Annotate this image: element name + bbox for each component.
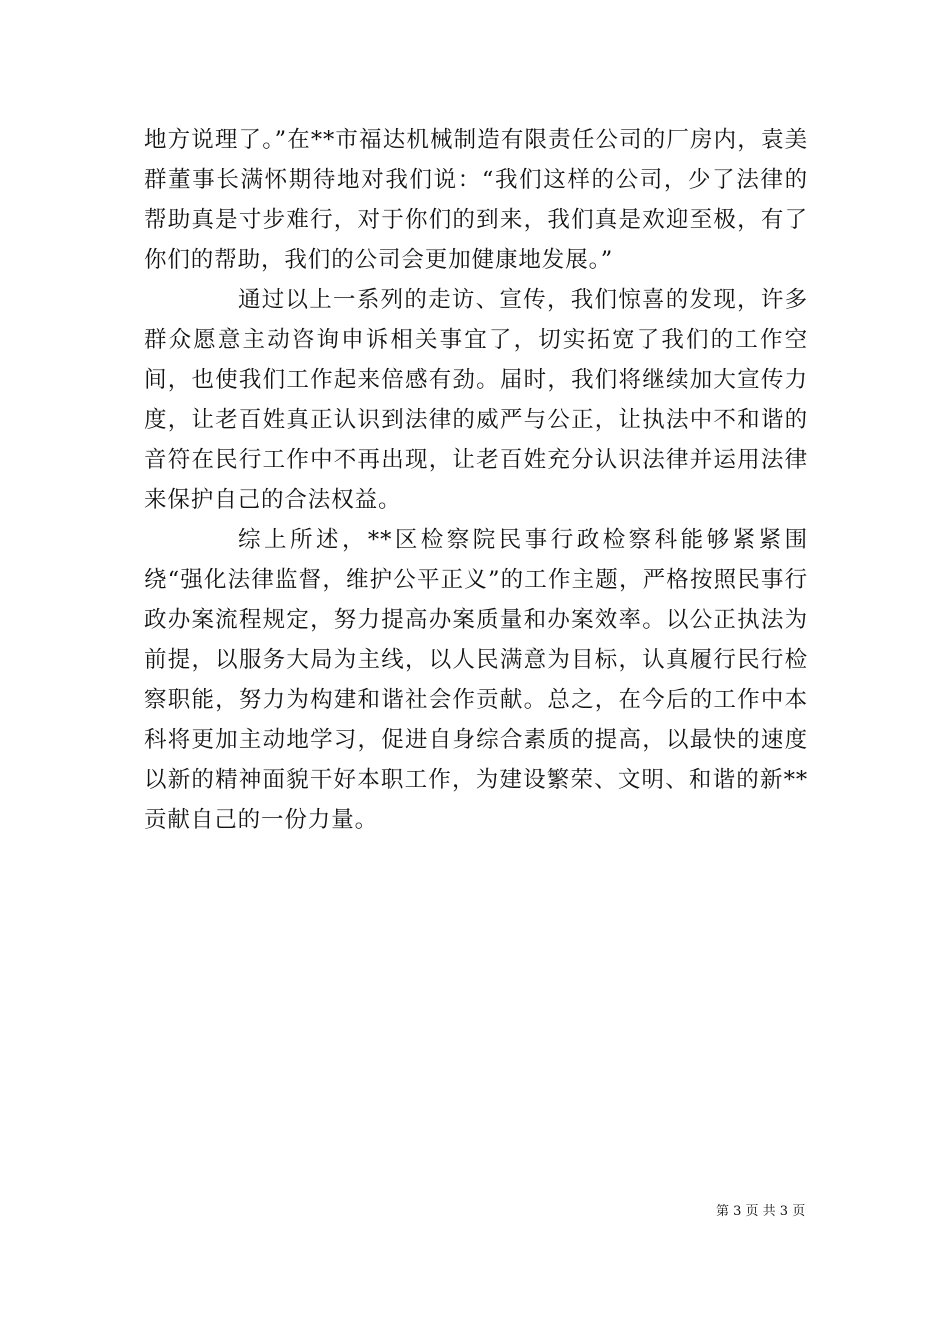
paragraph-outreach-results: 通过以上一系列的走访、宣传，我们惊喜的发现，许多群众愿意主动咨询申诉相关事宜了，切实拓宽了我们的工作空间，也使我们工作起来倍感有劲。届时，我们将继续加大宣传力度，让老百姓真正认识到法律的威严与公正，让执法中不和谐的音符在民行工作中不再出现，让老百姓充分认识法律并运用法律来保护自己的合法权益。 [144, 287, 808, 513]
page-number: 第 3 页 共 3 页 [716, 1204, 806, 1219]
paragraph-conclusion: 综上所述，**区检察院民事行政检察科能够紧紧围绕“强化法律监督，维护公平正义”的工作主题，严格按照民事行政办案流程规定，努力提高办案质量和办案效率。以公正执法为前提，以服务大局为主线，以人民满意为目标，认真履行民行检察职能，努力为构建和谐社会作贡献。总之，在今后的工作中本科将更加主动地学习，促进自身综合素质的提高，以最快的速度以新的精神面貌干好本职工作，为建设繁荣、文明、和谐的新**贡献自己的一份力量。 [144, 527, 808, 833]
document-body [144, 120, 808, 840]
paragraph-continued: 地方说理了。”在**市福达机械制造有限责任公司的厂房内，袁美群董事长满怀期待地对我们说：“我们这样的公司，少了法律的帮助真是寸步难行，对于你们的到来，我们真是欢迎至极，有了你们的帮助，我们的公司会更加健康地发展。” [144, 127, 808, 273]
